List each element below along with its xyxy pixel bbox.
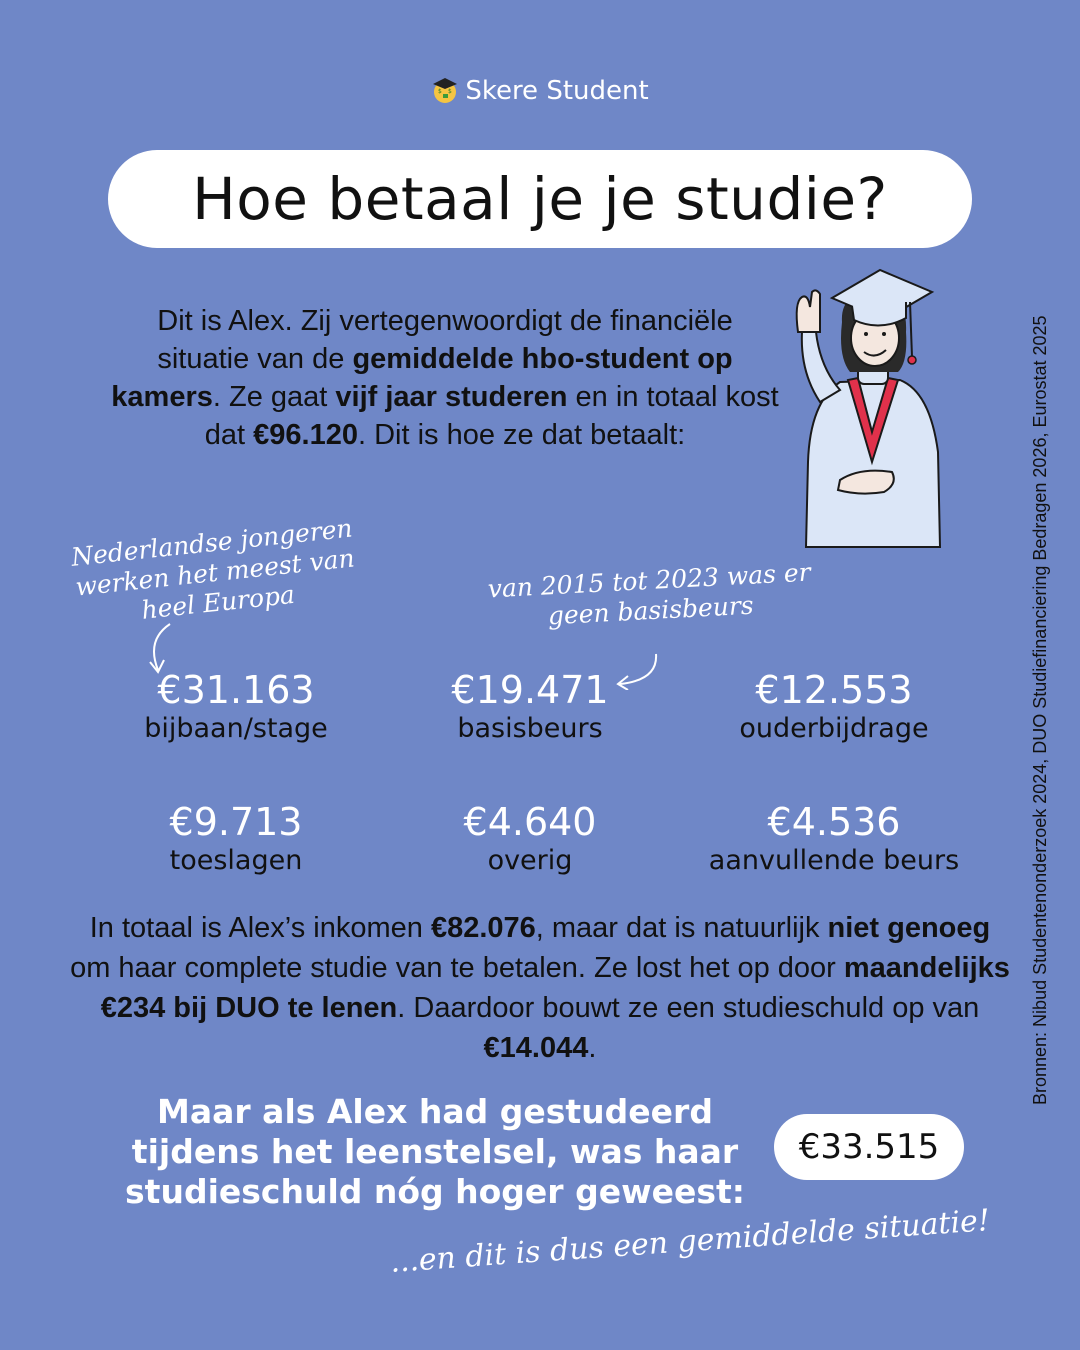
svg-text:$: $ xyxy=(448,88,453,95)
annotation-grant: van 2015 tot 2023 was er geen basisbeurs xyxy=(487,557,812,631)
stat-value: €19.471 xyxy=(451,668,609,712)
summary-loan: maandelijks €234 bij DUO te lenen xyxy=(100,952,1010,1024)
intro-bold: gemiddelde hbo-student op kamers xyxy=(111,343,733,413)
stat-value: €4.640 xyxy=(463,800,597,844)
stat-toeslagen xyxy=(76,800,396,878)
intro-bold: vijf jaar studeren xyxy=(335,381,568,413)
summary-part: om haar complete studie van te betalen. Ze lost het op door xyxy=(70,952,844,984)
stat-basisbeurs xyxy=(370,668,690,746)
stat-label: bijbaan/stage xyxy=(144,713,328,744)
intro-part: en in totaal kost dat xyxy=(204,381,779,451)
sources-text: Bronnen: Nibud Studentenonderzoek 2024, DUO Studiefinanciering Bedragen 2026, Eurostat 2025 xyxy=(1030,315,1050,1105)
debt-amount-pill: €33.515 xyxy=(774,1114,964,1180)
stat-label: overig xyxy=(487,845,573,876)
summary-part: . xyxy=(588,1032,597,1064)
brand-header xyxy=(0,76,1080,106)
title-pill xyxy=(108,150,972,248)
stat-label: basisbeurs xyxy=(457,713,603,744)
summary-part: In totaal is Alex’s inkomen xyxy=(89,912,431,944)
intro-part: . Ze gaat xyxy=(212,381,336,413)
stat-value: €4.536 xyxy=(767,800,901,844)
svg-text:$: $ xyxy=(438,88,443,95)
stat-label: aanvullende beurs xyxy=(708,845,960,876)
stat-label: ouderbijdrage xyxy=(739,713,929,744)
summary-part: , maar dat is natuurlijk xyxy=(535,912,828,944)
intro-part: Dit is Alex. Zij vertegenwoordigt de financiële situatie van de xyxy=(157,305,733,375)
annotation-work: Nederlandse jongeren werken het meest van heel Europa xyxy=(69,513,356,625)
footer-note: ...en dit is dus een gemiddelde situatie! xyxy=(389,1203,991,1280)
stat-value: €31.163 xyxy=(157,668,315,712)
money-mouth-cap-icon xyxy=(431,76,459,104)
brand-name: Skere Student xyxy=(465,76,649,106)
stat-label: toeslagen xyxy=(169,845,303,876)
stat-value: €12.553 xyxy=(755,668,913,712)
graduate-student-illustration xyxy=(780,262,960,552)
summary-income: €82.076 xyxy=(430,912,536,944)
summary-debt: €14.044 xyxy=(483,1032,589,1064)
intro-part: . Dit is hoe ze dat betaalt: xyxy=(357,419,686,451)
intro-text xyxy=(110,302,780,454)
page-title: Hoe betaal je je studie? xyxy=(192,165,888,233)
stat-bijbaan xyxy=(76,668,396,746)
summary-part: . Daardoor bouwt ze een studieschuld op van xyxy=(397,992,980,1024)
summary-bold: niet genoeg xyxy=(827,912,991,944)
compare-text: Maar als Alex had gestudeerd tijdens het leenstelsel, was haar studieschuld nóg hoger geweest: xyxy=(125,1092,745,1211)
stat-overig xyxy=(370,800,690,878)
stat-aanvullende-beurs xyxy=(674,800,994,878)
stat-ouderbijdrage xyxy=(674,668,994,746)
intro-total-cost: €96.120 xyxy=(253,419,358,451)
stat-value: €9.713 xyxy=(169,800,303,844)
summary-text xyxy=(70,908,1010,1068)
